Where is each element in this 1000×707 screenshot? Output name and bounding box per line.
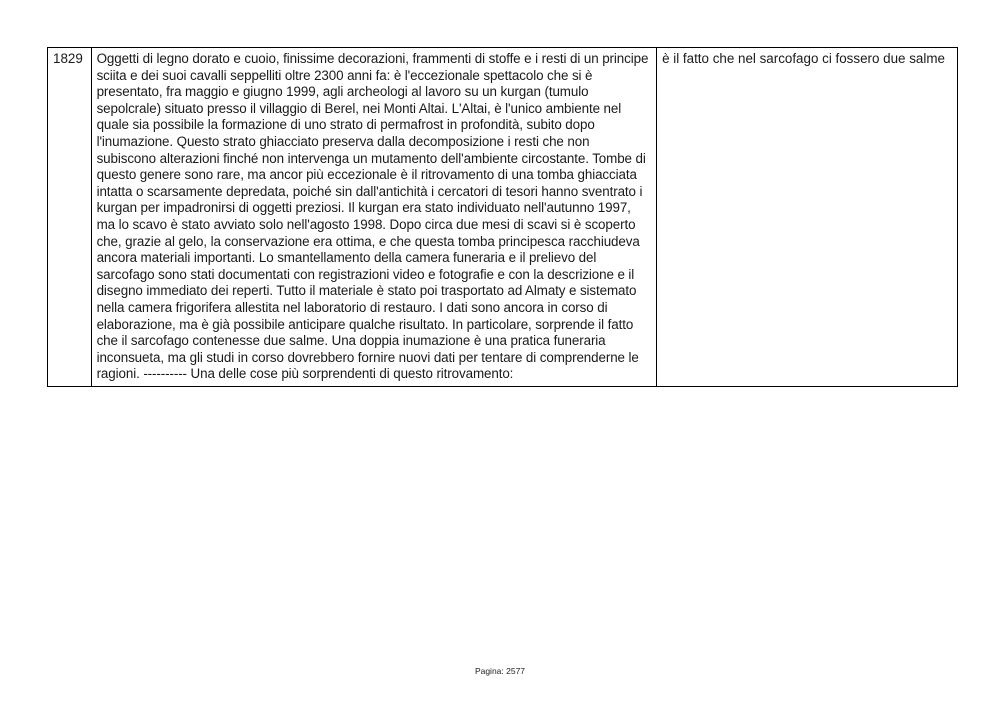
record-table [47, 47, 958, 387]
record-text: Oggetti di legno dorato e cuoio, finissime decorazioni, frammenti di stoffe e i resti di un principe sciita e dei suoi cavalli seppelliti oltre 2300 anni fa: è l'eccezionale spettacolo che si è presentato, fra maggio e giugno 1999, agli archeologi al lavoro su un kurgan (tumulo sepolcrale) situato presso il villaggio di Berel, nei Monti Altai. L'Altai, è l'unico ambiente nel quale sia possibile la formazione di uno strato di permafrost in profondità, subito dopo l'inumazione. Questo strato ghiacciato preserva dalla decomposizione i resti che non subiscono alterazioni finché non intervenga un mutamento dell'ambiente circostante. Tombe di questo genere sono rare, ma ancor più eccezionale è il ritrovamento di una tomba ghiacciata intatta o scarsamente depredata, poiché sin dall'antichità i cercatori di tesori hanno sventrato i kurgan per impadronirsi di oggetti preziosi. Il kurgan era stato individuato nell'autunno 1997, ma lo scavo è stato avviato solo nell'agosto 1998. Dopo circa due mesi di scavi si è scoperto che, grazie al gelo, la conservazione era ottima, e che questa tomba principesca racchiudeva ancora materiali importanti. Lo smantellamento della camera funeraria e il prelievo del sarcofago sono stati documentati con registrazioni video e fotografie e con la descrizione e il disegno immediato dei reperti. Tutto il materiale è stato poi trasportato ad Almaty e sistemato nella camera frigorifera allestita nel laboratorio di restauro. I dati sono ancora in corso di elaborazione, ma è già possibile anticipare qualche risultato. In particolare, sorprende il fatto che il sarcofago contenesse due salme. Una doppia inumazione è una pratica funeraria inconsueta, ma gli studi in corso dovrebbero fornire nuovi dati per tentare di comprenderne le ragioni. ---------- Una delle cose più sorprendenti di questo ritrovamento: [91, 48, 657, 387]
record-answer: è il fatto che nel sarcofago ci fossero due salme [657, 48, 958, 387]
page-number: Pagina: 2577 [474, 666, 526, 676]
table-row [48, 48, 958, 387]
record-number: 1829 [48, 48, 92, 387]
